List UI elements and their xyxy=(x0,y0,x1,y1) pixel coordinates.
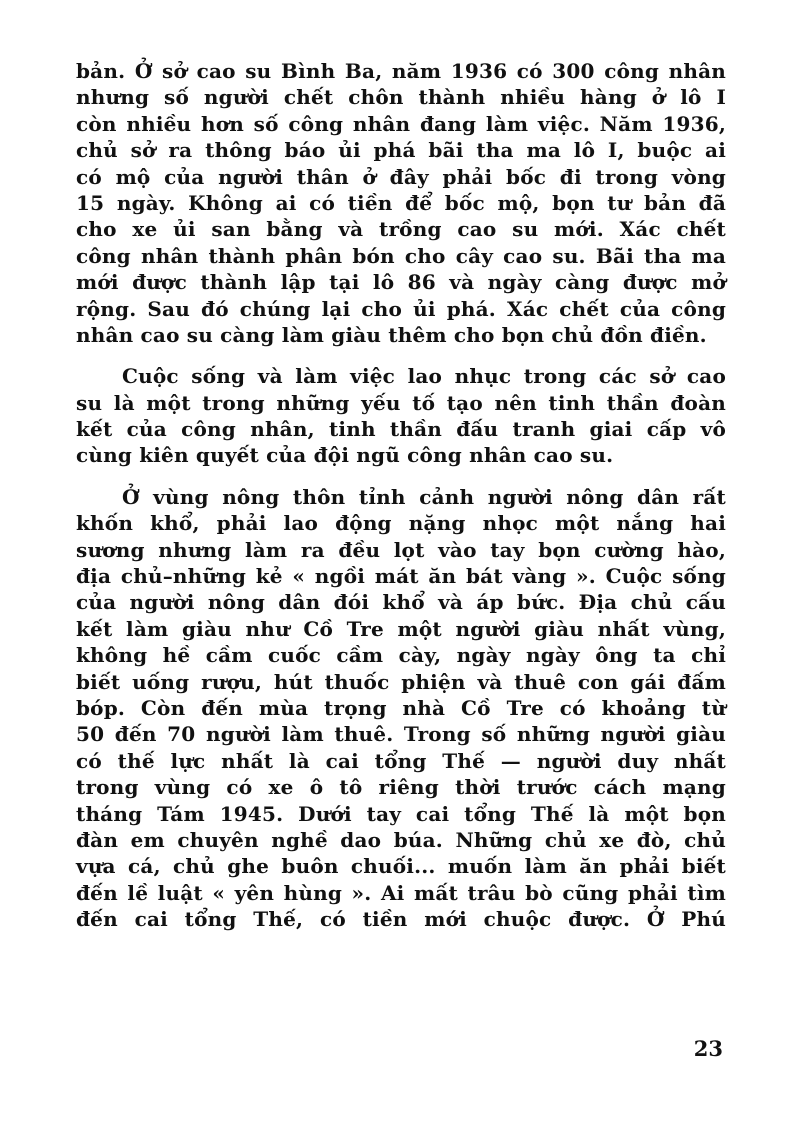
text-line: trong vùng có xe ô tô riêng thời trước cách mạng xyxy=(76,775,726,800)
text-line: có thế lực nhất là cai tổng Thế — người duy nhất xyxy=(76,748,726,773)
paragraph-3 xyxy=(76,484,726,933)
paragraph-gap xyxy=(76,348,726,363)
text-line: nhưng số người chết chôn thành nhiều hàng ở lô I xyxy=(76,85,726,110)
text-line: sương nhưng làm ra đều lọt vào tay bọn cường hào, xyxy=(76,537,726,562)
text-line: su là một trong những yếu tố tạo nên tinh thần đoàn xyxy=(76,390,726,415)
text-line: 15 ngày. Không ai có tiền để bốc mộ, bọn tư bản đã xyxy=(76,190,726,215)
text-line: Cuộc sống và làm việc lao nhục trong các sở cao xyxy=(122,364,726,389)
text-line: mới được thành lập tại lô 86 và ngày càng được mở xyxy=(76,270,726,295)
text-line: biết uống rượu, hút thuốc phiện và thuê con gái đấm xyxy=(76,669,726,694)
text-line: kết của công nhân, tinh thần đấu tranh giai cấp vô xyxy=(76,417,726,442)
page-number: 23 xyxy=(693,1036,723,1061)
text-line: địa chủ–những kẻ « ngồi mát ăn bát vàng ». Cuộc sống xyxy=(76,564,726,589)
paragraph-2 xyxy=(76,363,726,469)
text-line: có mộ của người thân ở đây phải bốc đi trong vòng xyxy=(76,164,726,189)
text-line: rộng. Sau đó chúng lại cho ủi phá. Xác chết của công xyxy=(76,296,726,321)
text-line: cho xe ủi san bằng và trồng cao su mới. Xác chết xyxy=(76,217,726,242)
text-line: của người nông dân đói khổ và áp bức. Địa chủ cấu xyxy=(76,590,726,615)
text-line: bóp. Còn đến mùa trọng nhà Cồ Tre có khoảng từ xyxy=(76,695,726,720)
paragraph-1 xyxy=(76,58,726,348)
text-line: khốn khổ, phải lao động nặng nhọc một nắng hai xyxy=(76,511,726,536)
text-line: đến lề luật « yên hùng ». Ai mất trâu bò cũng phải tìm xyxy=(76,880,726,905)
text-line: công nhân thành phân bón cho cây cao su. Bãi tha ma xyxy=(76,243,726,268)
text-line: chủ sở ra thông báo ủi phá bãi tha ma lô I, buộc ai xyxy=(76,138,726,163)
text-line: còn nhiều hơn số công nhân đang làm việc. Năm 1936, xyxy=(76,111,726,136)
text-line: Ở vùng nông thôn tỉnh cảnh người nông dân rất xyxy=(122,484,726,509)
text-line: đến cai tổng Thế, có tiền mới chuộc được. Ở Phú xyxy=(76,907,726,932)
text-line: kết làm giàu như Cồ Tre một người giàu nhất vùng, xyxy=(76,616,726,641)
text-line: tháng Tám 1945. Dưới tay cai tổng Thế là một bọn xyxy=(76,801,726,826)
text-line: không hề cầm cuốc cầm cày, ngày ngày ông ta chỉ xyxy=(76,643,726,668)
text-line: cùng kiên quyết của đội ngũ công nhân cao su. xyxy=(76,443,614,468)
text-line: nhân cao su càng làm giàu thêm cho bọn chủ đồn điền. xyxy=(76,322,707,347)
text-line: đàn em chuyên nghề dao búa. Những chủ xe đò, chủ xyxy=(76,827,726,852)
paragraph-gap xyxy=(76,469,726,484)
text-line: 50 đến 70 người làm thuê. Trong số những người giàu xyxy=(76,722,726,747)
text-line: vựa cá, chủ ghe buôn chuối... muốn làm ăn phải biết xyxy=(76,854,726,879)
body-text xyxy=(76,58,726,933)
text-line: bản. Ở sở cao su Bình Ba, năm 1936 có 300 công nhân xyxy=(76,59,726,83)
